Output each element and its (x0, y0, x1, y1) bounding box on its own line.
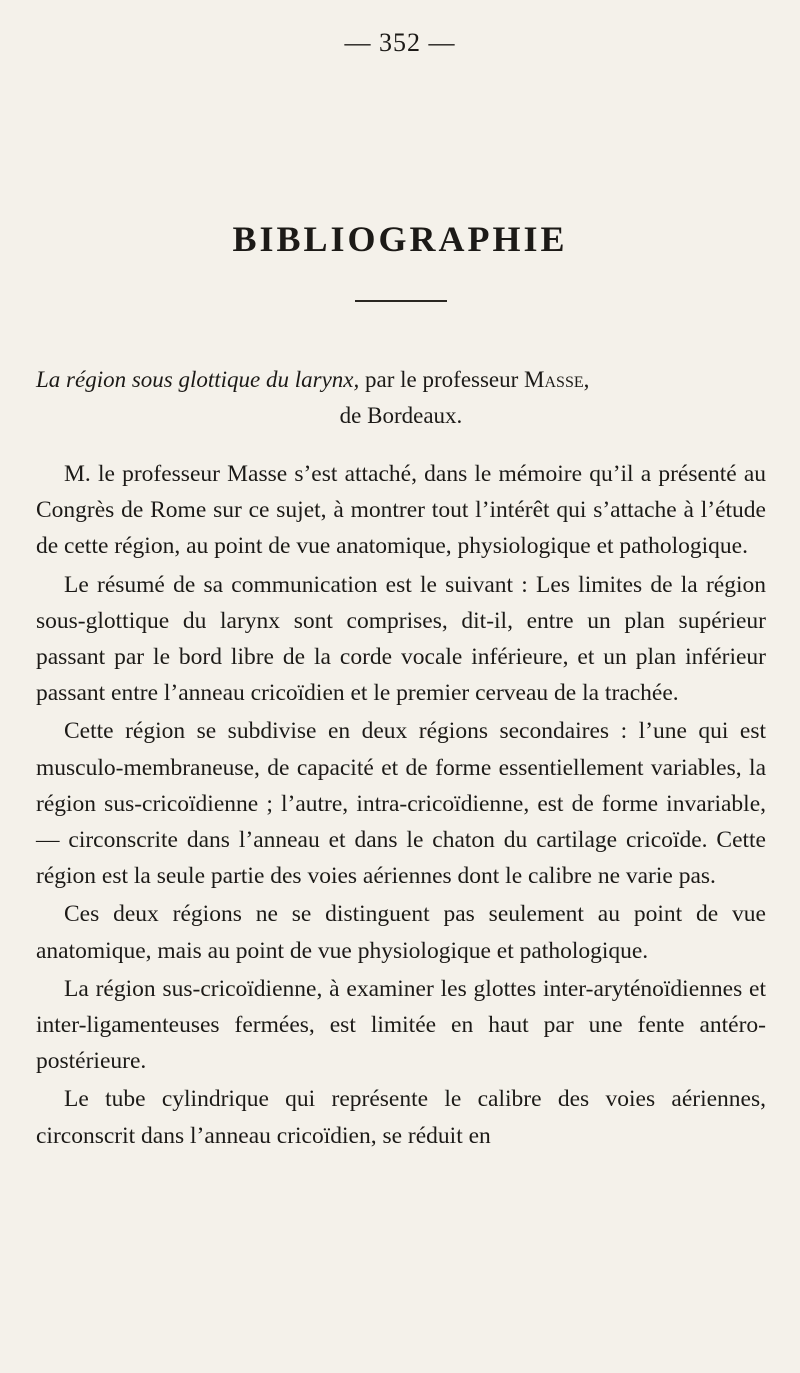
article-affiliation: de Bordeaux. (339, 403, 463, 428)
paragraph: La région sus-cricoïdienne, à examiner les glottes inter-aryténoïdiennes et inter-ligamenteuses fermées, est limitée en haut par une fente antéro-postérieure. (36, 975, 766, 1075)
paragraph: Cette région se subdivise en deux régions secondaires : l’une qui est musculo-membraneuse, de capacité et de forme essentiellement variables, la région sus-cricoïdienne ; l’autre, intra-cricoïdienne, est de forme invariable, — circonscrite dans l’anneau et dans le chaton du cartilage cricoïde. Cette région est la seule partie des voies aériennes dont le calibre ne varie pas. (36, 718, 766, 890)
paragraph: M. le professeur Masse s’est attaché, dans le mémoire qu’il a présenté au Congrès de Rome sur ce sujet, à montrer tout l’intérêt qui s’attache à l’étude de cette région, au point de vue anatomique, physiologique et pathologique. (36, 461, 766, 560)
title-rule (355, 300, 447, 302)
paragraph: Ces deux régions ne se distinguent pas seulement au point de vue anatomique, mais au point de vue physiologique et pathologique. (36, 901, 766, 964)
article-heading (36, 362, 766, 434)
article-title: La région sous glottique du larynx, (36, 367, 360, 392)
page-number: — 352 — (344, 28, 456, 57)
article-body (36, 456, 766, 1154)
article-author: Masse, (524, 367, 590, 392)
paragraph: Le tube cylindrique qui représente le calibre des voies aériennes, circonscrit dans l’anneau cricoïdien, se réduit en (36, 1086, 766, 1149)
paragraph: Le résumé de sa communication est le suivant : Les limites de la région sous-glottique du larynx sont comprises, dit-il, entre un plan supérieur passant par le bord libre de la corde vocale inférieure, et un plan inférieur passant entre l’anneau cricoïdien et le premier cerveau de la trachée. (36, 571, 766, 707)
section-title: BIBLIOGRAPHIE (232, 219, 568, 259)
article-by: par le professeur (365, 367, 519, 392)
